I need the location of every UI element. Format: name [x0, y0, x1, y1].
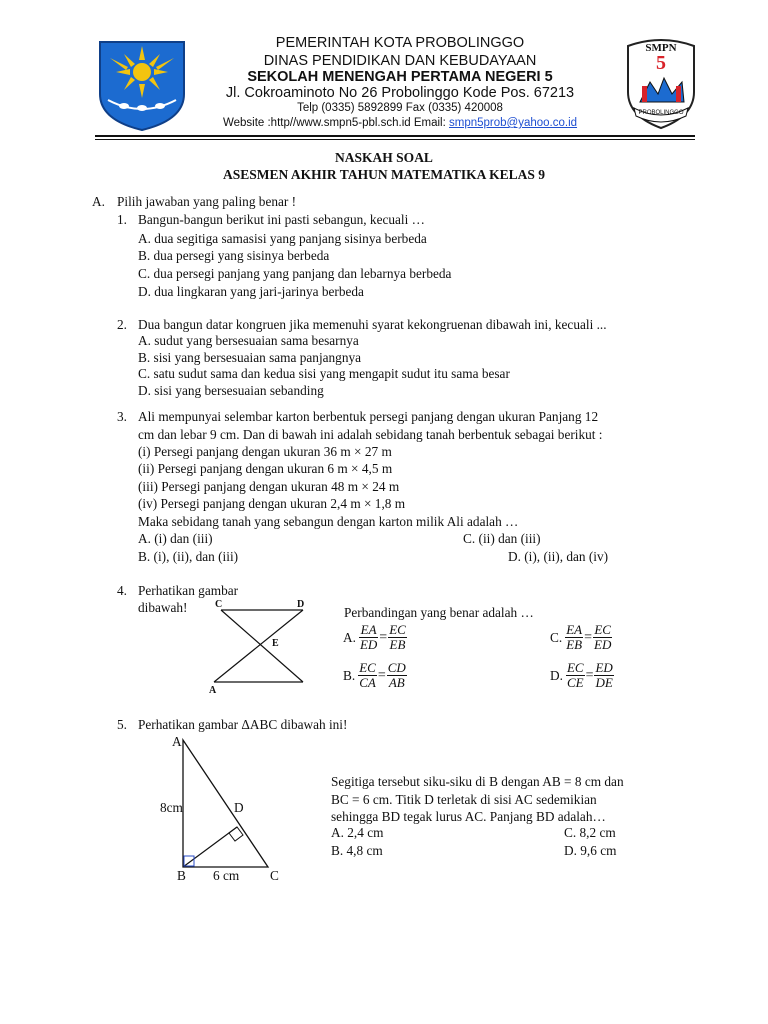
question-4-option-b: B. $\frac{EC}{CA}$ = $\frac{CD}{AB}$	[343, 660, 406, 690]
question-4-figure	[205, 600, 320, 700]
header-line-government: PEMERINTAH KOTA PROBOLINGGO	[275, 35, 525, 51]
logo-right-smpn-text: SMPN	[645, 42, 677, 54]
question-5-option-a: A. 2,4 cm	[331, 825, 384, 840]
fraction-right: $\frac{CD}{AB}$	[387, 660, 406, 690]
question-5-text: Perhatikan gambar ΔABC dibawah ini!	[138, 717, 348, 732]
question-5-description-line3: sehingga BD tegak lurus AC. Panjang BD adalah…	[331, 809, 606, 824]
header-divider-thin	[95, 139, 695, 140]
figure-4-label-c: C	[215, 599, 223, 610]
question-3-item-ii: (ii) Persegi panjang dengan ukuran 6 m × 4,5 m	[138, 461, 393, 476]
question-4-option-a: A. $\frac{EA}{ED}$ = $\frac{EC}{EB}$	[343, 622, 406, 652]
question-2-option-b: B. sisi yang bersesuaian sama panjangnya	[138, 350, 362, 365]
question-3-item-i: (i) Persegi panjang dengan ukuran 36 m × 27 m	[138, 444, 392, 459]
fraction-left: $\frac{EC}{CE}$	[566, 660, 584, 690]
header-line-department: DINAS PENDIDIKAN DAN KEBUDAYAAN	[263, 53, 537, 69]
figure-4-label-e: E	[272, 638, 279, 649]
question-3-option-a: A. (i) dan (iii)	[138, 531, 213, 546]
question-3-number: 3.	[117, 409, 127, 424]
question-3-option-d: D. (i), (ii), dan (iv)	[508, 549, 609, 564]
question-2-text: Dua bangun datar kongruen jika memenuhi syarat kekongruenan dibawah ini, kecuali ...	[138, 317, 607, 332]
question-2-option-c: C. satu sudut sama dan kedua sisi yang mengapit sudut itu sama besar	[138, 366, 510, 381]
question-4-text-line1: Perhatikan gambar	[138, 583, 239, 598]
question-4-text-line2: dibawah!	[138, 600, 188, 615]
question-3-question: Maka sebidang tanah yang sebangun dengan karton milik Ali adalah …	[138, 514, 519, 529]
section-instruction: Pilih jawaban yang paling benar !	[117, 194, 297, 209]
option-letter: A.	[343, 629, 356, 645]
question-5-description-line2: BC = 6 cm. Titik D terletak di sisi AC sedemikian	[331, 792, 597, 807]
figure-4-segment-ce	[221, 610, 303, 682]
option-letter: C.	[550, 629, 563, 645]
question-3-text-line1: Ali mempunyai selembar karton berbentuk persegi panjang dengan ukuran Panjang 12	[138, 409, 599, 424]
school-logo-left	[94, 36, 190, 132]
header-school-name: SEKOLAH MENENGAH PERTAMA NEGERI 5	[247, 69, 553, 85]
question-3-option-c: C. (ii) dan (iii)	[463, 531, 541, 546]
question-3-option-b: B. (i), (ii), dan (iii)	[138, 549, 239, 564]
question-1-text: Bangun-bangun berikut ini pasti sebangun, kecuali …	[138, 212, 425, 227]
figure-5-label-ab: 8cm	[160, 800, 183, 815]
fraction-right: $\frac{ED}{DE}$	[595, 660, 613, 690]
section-letter: A.	[92, 194, 105, 209]
question-5-option-d: D. 9,6 cm	[564, 843, 617, 858]
figure-4-segment-da	[214, 610, 303, 682]
fraction-left: $\frac{EC}{CA}$	[359, 660, 376, 690]
header-address: Jl. Cokroaminoto No 26 Probolinggo Kode Pos. 67213	[225, 85, 575, 101]
logo-right-number: 5	[656, 52, 666, 74]
question-1-option-d: D. dua lingkaran yang jari-jarinya berbeda	[138, 284, 364, 299]
question-3-item-iv: (iv) Persegi panjang dengan ukuran 2,4 m × 1,8 m	[138, 496, 406, 511]
header-divider	[95, 135, 695, 137]
figure-5-label-a: A	[172, 734, 182, 749]
fraction-right: $\frac{EC}{ED}$	[594, 622, 612, 652]
figure-5-label-b: B	[177, 868, 186, 883]
question-1-number: 1.	[117, 212, 127, 227]
fraction-left: $\frac{EA}{EB}$	[566, 622, 583, 652]
question-3-item-iii: (iii) Persegi panjang dengan ukuran 48 m × 24 m	[138, 479, 400, 494]
question-2-option-d: D. sisi yang bersesuaian sebanding	[138, 383, 324, 398]
header-phone: Telp (0335) 5892899 Fax (0335) 420008	[297, 102, 503, 114]
fraction-left: $\frac{EA}{ED}$	[359, 622, 378, 652]
header-contact	[190, 117, 610, 129]
figure-5-label-c: C	[270, 868, 279, 883]
triangle-abc	[183, 740, 268, 867]
question-1-option-a: A. dua segitiga samasisi yang panjang sisinya berbeda	[138, 231, 427, 246]
question-4-option-d: D. $\frac{EC}{CE}$ = $\frac{ED}{DE}$	[550, 660, 613, 690]
question-5-description-line1: Segitiga tersebut siku-siku di B dengan AB = 8 cm dan	[331, 774, 624, 789]
question-2-number: 2.	[117, 317, 127, 332]
logo-right-ribbon-text: PROBOLINGGO	[638, 110, 684, 116]
question-4-number: 4.	[117, 583, 127, 598]
question-2-option-a: A. sudut yang bersesuaian sama besarnya	[138, 333, 359, 348]
question-4-option-c: C. $\frac{EA}{EB}$ = $\frac{EC}{ED}$	[550, 622, 612, 652]
header-email-link[interactable]: smpn5prob@yahoo.co.id	[449, 117, 578, 129]
fraction-right: $\frac{EC}{EB}$	[389, 622, 406, 652]
figure-5-label-d: D	[234, 800, 244, 815]
option-letter: B.	[343, 667, 356, 683]
figure-4-label-a: A	[209, 685, 217, 696]
figure-5-label-bc: 6 cm	[213, 868, 240, 883]
question-5-option-c: C. 8,2 cm	[564, 825, 616, 840]
question-4-prompt: Perbandingan yang benar adalah …	[344, 605, 534, 620]
question-5-option-b: B. 4,8 cm	[331, 843, 383, 858]
right-angle-mark-d	[229, 827, 243, 841]
header-website: Website :http//www.smpn5-pbl.sch.id Email:	[222, 117, 449, 129]
question-1-option-c: C. dua persegi panjang yang panjang dan lebarnya berbeda	[138, 266, 452, 281]
question-5-figure	[150, 730, 300, 890]
question-3-text-line2: cm dan lebar 9 cm. Dan di bawah ini adalah sebidang tanah berbentuk sebagai berikut :	[138, 427, 603, 442]
school-logo-right	[620, 36, 702, 130]
question-1-option-b: B. dua persegi yang sisinya berbeda	[138, 248, 330, 263]
question-5-number: 5.	[117, 717, 127, 732]
option-letter: D.	[550, 667, 563, 683]
page-title: NASKAH SOAL	[335, 150, 433, 165]
figure-4-label-d: D	[297, 599, 305, 610]
page-subtitle: ASESMEN AKHIR TAHUN MATEMATIKA KELAS 9	[223, 167, 545, 182]
